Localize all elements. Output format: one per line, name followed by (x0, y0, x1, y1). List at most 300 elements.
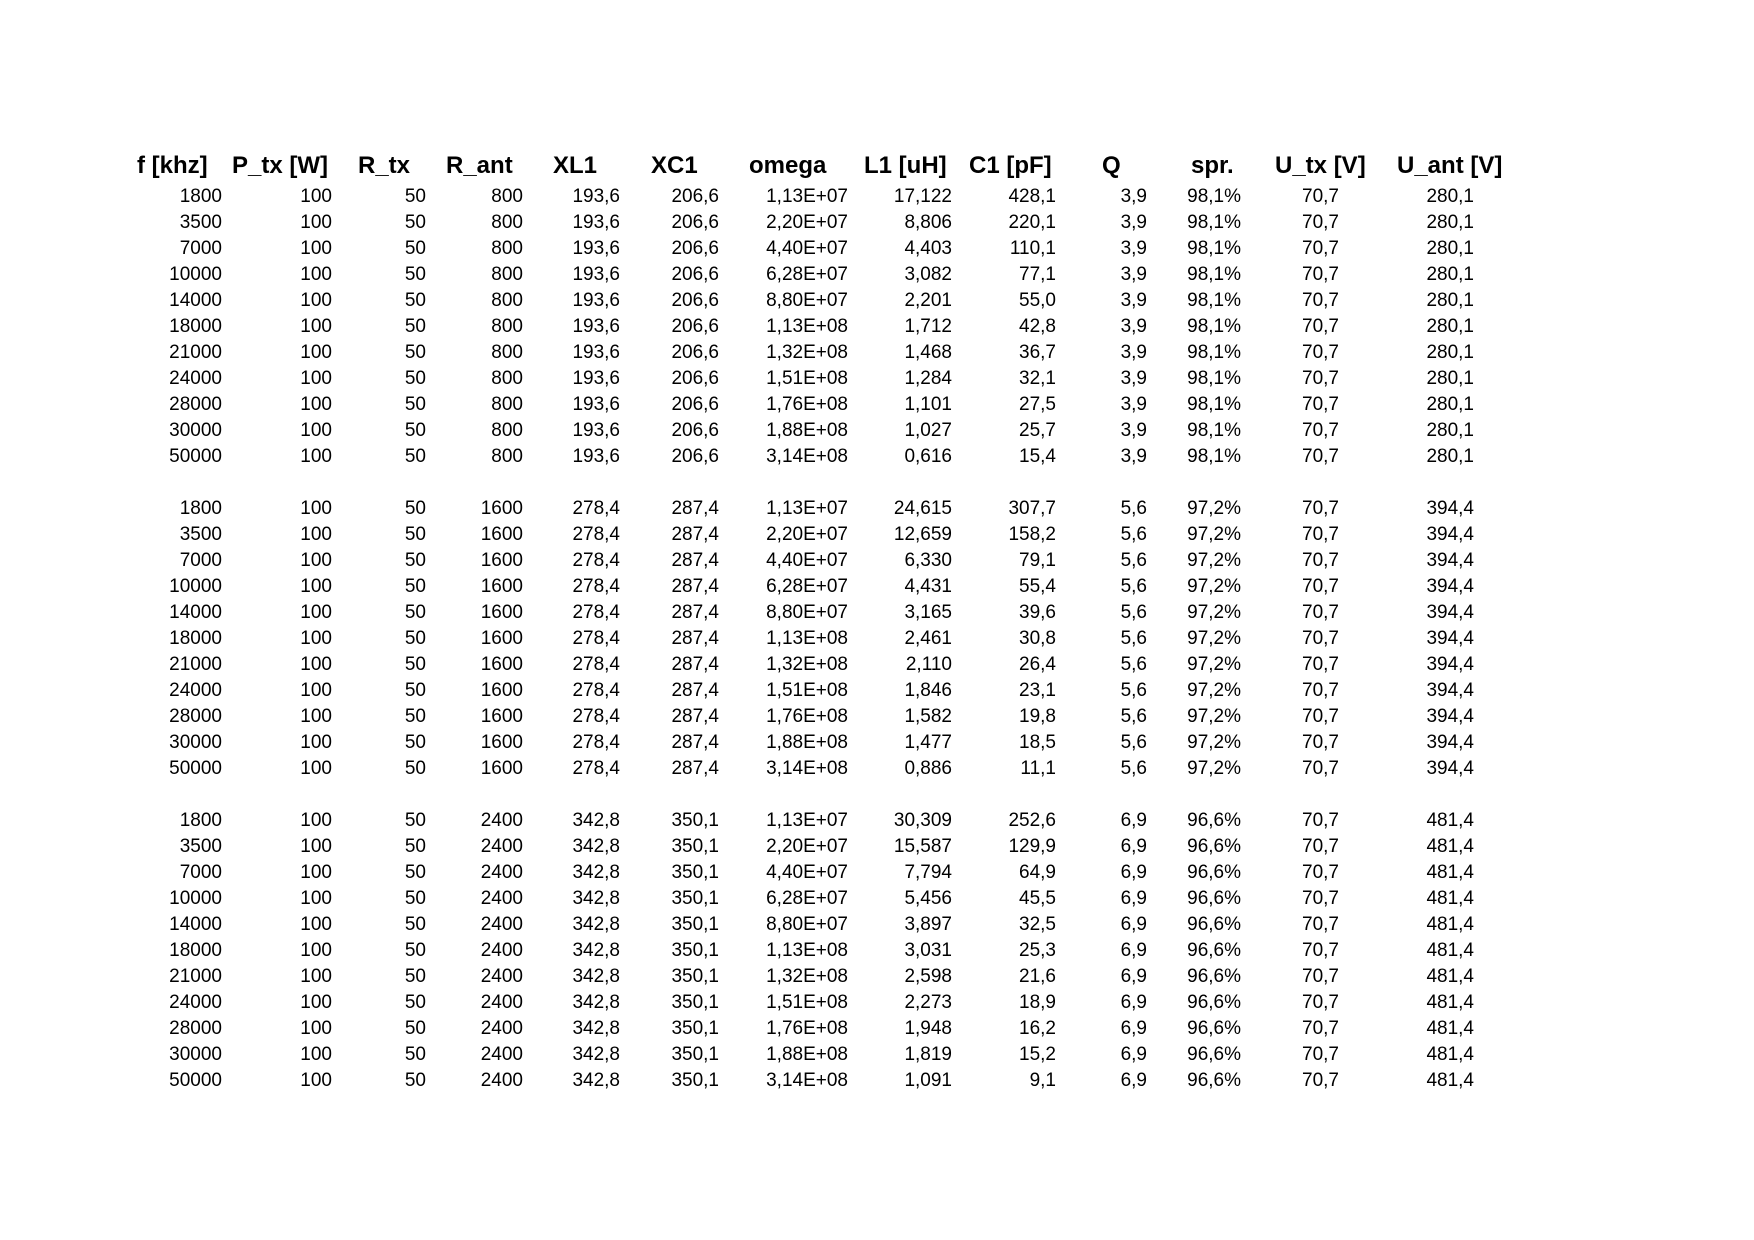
table-cell: 287,4 (671, 654, 719, 675)
table-cell: 1600 (480, 654, 523, 675)
table-cell: 6,9 (1120, 862, 1147, 883)
table-cell: 220,1 (1008, 212, 1056, 233)
table-cell: 97,2% (1187, 628, 1241, 649)
table-row (129, 834, 1529, 860)
table-cell: 100 (300, 368, 332, 389)
table-cell: 42,8 (1019, 316, 1056, 337)
table-cell: 50 (404, 186, 426, 207)
table-cell: 6,9 (1120, 914, 1147, 935)
table-cell: 1600 (480, 550, 523, 571)
table-cell: 206,6 (671, 420, 719, 441)
table-cell: 98,1% (1187, 264, 1241, 285)
table-cell: 96,6% (1187, 888, 1241, 909)
table-cell: 280,1 (1426, 368, 1474, 389)
table-cell: 100 (300, 1018, 332, 1039)
table-body (129, 184, 1529, 1094)
table-cell: 342,8 (572, 1070, 620, 1091)
table-cell: 70,7 (1302, 446, 1339, 467)
table-cell: 70,7 (1302, 836, 1339, 857)
table-cell: 5,6 (1120, 498, 1147, 519)
table-cell: 206,6 (671, 342, 719, 363)
table-cell: 481,4 (1426, 1018, 1474, 1039)
table-cell: 97,2% (1187, 498, 1241, 519)
table-cell: 481,4 (1426, 940, 1474, 961)
table-cell: 70,7 (1302, 1044, 1339, 1065)
table-cell: 193,6 (572, 238, 620, 259)
table-cell: 4,431 (904, 576, 952, 597)
table-cell: 1,76E+08 (766, 394, 848, 415)
column-header: C1 [pF] (969, 152, 1052, 179)
table-cell: 206,6 (671, 290, 719, 311)
table-cell: 1600 (480, 758, 523, 779)
table-cell: 3,14E+08 (766, 758, 848, 779)
group-spacer (129, 470, 1529, 496)
column-header: omega (749, 152, 827, 179)
table-cell: 481,4 (1426, 862, 1474, 883)
table-cell: 97,2% (1187, 654, 1241, 675)
table-cell: 394,4 (1426, 732, 1474, 753)
table-cell: 24000 (169, 992, 222, 1013)
table-cell: 100 (300, 446, 332, 467)
table-cell: 193,6 (572, 420, 620, 441)
table-cell: 18,9 (1019, 992, 1056, 1013)
table-row (129, 366, 1529, 392)
table-cell: 100 (300, 394, 332, 415)
table-cell: 10000 (169, 888, 222, 909)
table-cell: 100 (300, 1044, 332, 1065)
table-cell: 3,9 (1120, 342, 1147, 363)
table-cell: 50 (404, 498, 426, 519)
table-cell: 2400 (480, 940, 523, 961)
table-row (129, 548, 1529, 574)
table-cell: 18000 (169, 316, 222, 337)
table-cell: 1,468 (904, 342, 952, 363)
table-cell: 278,4 (572, 498, 620, 519)
table-cell: 97,2% (1187, 680, 1241, 701)
table-cell: 342,8 (572, 836, 620, 857)
table-cell: 100 (300, 836, 332, 857)
table-cell: 27,5 (1019, 394, 1056, 415)
table-cell: 5,6 (1120, 680, 1147, 701)
table-cell: 50 (404, 602, 426, 623)
table-cell: 278,4 (572, 602, 620, 623)
table-cell: 24000 (169, 680, 222, 701)
table-cell: 1,582 (904, 706, 952, 727)
table-cell: 280,1 (1426, 446, 1474, 467)
table-cell: 206,6 (671, 186, 719, 207)
table-cell: 5,6 (1120, 706, 1147, 727)
table-cell: 129,9 (1008, 836, 1056, 857)
table-cell: 287,4 (671, 576, 719, 597)
table-cell: 50 (404, 914, 426, 935)
table-cell: 3,9 (1120, 368, 1147, 389)
table-cell: 2400 (480, 888, 523, 909)
table-cell: 32,1 (1019, 368, 1056, 389)
table-cell: 100 (300, 602, 332, 623)
table-cell: 394,4 (1426, 680, 1474, 701)
table-cell: 64,9 (1019, 862, 1056, 883)
table-cell: 1,477 (904, 732, 952, 753)
table-cell: 280,1 (1426, 212, 1474, 233)
table-cell: 342,8 (572, 914, 620, 935)
table-cell: 342,8 (572, 888, 620, 909)
table-cell: 36,7 (1019, 342, 1056, 363)
table-cell: 100 (300, 966, 332, 987)
table-cell: 1,51E+08 (766, 368, 848, 389)
table-cell: 110,1 (1009, 238, 1056, 259)
table-cell: 70,7 (1302, 914, 1339, 935)
table-cell: 3,14E+08 (766, 1070, 848, 1091)
table-cell: 100 (300, 264, 332, 285)
table-cell: 50 (404, 342, 426, 363)
column-header: XC1 (651, 152, 698, 179)
table-cell: 1600 (480, 576, 523, 597)
table-cell: 7000 (179, 550, 222, 571)
table-cell: 14000 (169, 914, 222, 935)
table-cell: 70,7 (1302, 264, 1339, 285)
table-cell: 70,7 (1302, 680, 1339, 701)
table-cell: 350,1 (671, 966, 719, 987)
column-header: R_ant (446, 152, 513, 179)
table-row (129, 340, 1529, 366)
table-cell: 4,40E+07 (766, 550, 848, 571)
table-cell: 2,20E+07 (766, 836, 848, 857)
table-cell: 100 (300, 420, 332, 441)
table-cell: 21,6 (1019, 966, 1056, 987)
table-cell: 23,1 (1019, 680, 1056, 701)
table-cell: 3,165 (904, 602, 952, 623)
table-cell: 481,4 (1426, 888, 1474, 909)
table-cell: 96,6% (1187, 810, 1241, 831)
table-cell: 1,88E+08 (766, 420, 848, 441)
table-cell: 30000 (169, 420, 222, 441)
table-cell: 100 (300, 524, 332, 545)
table-cell: 2400 (480, 914, 523, 935)
table-cell: 800 (491, 264, 523, 285)
table-cell: 50 (404, 212, 426, 233)
table-cell: 6,9 (1120, 1018, 1147, 1039)
table-cell: 8,80E+07 (766, 602, 848, 623)
table-cell: 97,2% (1187, 602, 1241, 623)
table-cell: 30,309 (893, 810, 952, 831)
table-cell: 481,4 (1426, 914, 1474, 935)
table-cell: 19,8 (1019, 706, 1056, 727)
table-cell: 394,4 (1426, 602, 1474, 623)
table-cell: 206,6 (671, 264, 719, 285)
table-cell: 70,7 (1302, 316, 1339, 337)
table-cell: 7000 (179, 862, 222, 883)
table-cell: 394,4 (1426, 758, 1474, 779)
table-cell: 1,712 (904, 316, 952, 337)
table-cell: 1600 (480, 680, 523, 701)
table-cell: 800 (491, 342, 523, 363)
table-cell: 100 (300, 680, 332, 701)
table-cell: 800 (491, 212, 523, 233)
table-cell: 3,9 (1120, 264, 1147, 285)
table-cell: 2,201 (904, 290, 952, 311)
table-cell: 70,7 (1302, 290, 1339, 311)
table-cell: 28000 (169, 1018, 222, 1039)
table-cell: 394,4 (1426, 576, 1474, 597)
table-row (129, 678, 1529, 704)
table-cell: 481,4 (1426, 1070, 1474, 1091)
table-cell: 1,13E+07 (766, 186, 848, 207)
table-cell: 50 (404, 394, 426, 415)
table-cell: 14000 (169, 290, 222, 311)
table-cell: 100 (300, 550, 332, 571)
table-cell: 21000 (169, 966, 222, 987)
table-row (129, 392, 1529, 418)
column-header: P_tx [W] (232, 152, 328, 179)
table-cell: 193,6 (572, 446, 620, 467)
table-cell: 100 (300, 758, 332, 779)
table-cell: 70,7 (1302, 732, 1339, 753)
table-cell: 70,7 (1302, 810, 1339, 831)
table-cell: 97,2% (1187, 524, 1241, 545)
table-cell: 50 (404, 550, 426, 571)
table-cell: 394,4 (1426, 498, 1474, 519)
table-cell: 5,6 (1120, 576, 1147, 597)
table-cell: 800 (491, 368, 523, 389)
table-cell: 8,80E+07 (766, 290, 848, 311)
table-cell: 17,122 (893, 186, 952, 207)
table-cell: 800 (491, 446, 523, 467)
table-cell: 6,9 (1120, 992, 1147, 1013)
table-cell: 50 (404, 706, 426, 727)
table-cell: 98,1% (1187, 186, 1241, 207)
table-cell: 98,1% (1187, 316, 1241, 337)
table-cell: 6,9 (1120, 940, 1147, 961)
table-cell: 394,4 (1426, 628, 1474, 649)
table-cell: 394,4 (1426, 654, 1474, 675)
table-cell: 350,1 (671, 862, 719, 883)
table-cell: 287,4 (671, 706, 719, 727)
table-cell: 1600 (480, 628, 523, 649)
table-cell: 1,13E+08 (766, 316, 848, 337)
table-row (129, 886, 1529, 912)
table-cell: 0,616 (904, 446, 952, 467)
table-row (129, 964, 1529, 990)
table-row (129, 1068, 1529, 1094)
table-cell: 350,1 (671, 940, 719, 961)
table-cell: 100 (300, 290, 332, 311)
table-cell: 98,1% (1187, 212, 1241, 233)
table-row (129, 288, 1529, 314)
table-row (129, 184, 1529, 210)
table-cell: 193,6 (572, 290, 620, 311)
table-cell: 100 (300, 810, 332, 831)
table-cell: 50 (404, 1018, 426, 1039)
table-cell: 350,1 (671, 1018, 719, 1039)
table-cell: 8,80E+07 (766, 914, 848, 935)
table-cell: 97,2% (1187, 576, 1241, 597)
table-cell: 50 (404, 446, 426, 467)
table-cell: 278,4 (572, 524, 620, 545)
table-cell: 342,8 (572, 1018, 620, 1039)
table-cell: 50 (404, 732, 426, 753)
table-cell: 10000 (169, 264, 222, 285)
table-cell: 1600 (480, 706, 523, 727)
table-cell: 21000 (169, 342, 222, 363)
table-cell: 6,28E+07 (766, 576, 848, 597)
column-header: U_tx [V] (1275, 152, 1366, 179)
table-cell: 50 (404, 758, 426, 779)
table-cell: 70,7 (1302, 394, 1339, 415)
table-cell: 206,6 (671, 446, 719, 467)
table-row (129, 444, 1529, 470)
table-row (129, 730, 1529, 756)
table-cell: 6,9 (1120, 1070, 1147, 1091)
table-cell: 70,7 (1302, 862, 1339, 883)
table-cell: 6,28E+07 (766, 264, 848, 285)
table-row (129, 704, 1529, 730)
table-cell: 98,1% (1187, 394, 1241, 415)
table-cell: 18000 (169, 940, 222, 961)
table-cell: 3500 (179, 212, 222, 233)
table-cell: 100 (300, 940, 332, 961)
table-cell: 50 (404, 680, 426, 701)
table-cell: 4,403 (904, 238, 952, 259)
table-cell: 278,4 (572, 680, 620, 701)
table-cell: 100 (300, 1070, 332, 1091)
table-cell: 96,6% (1187, 1018, 1241, 1039)
table-cell: 14000 (169, 602, 222, 623)
table-cell: 278,4 (572, 550, 620, 571)
table-cell: 287,4 (671, 732, 719, 753)
table-cell: 50000 (169, 1070, 222, 1091)
table-cell: 100 (300, 342, 332, 363)
table-cell: 96,6% (1187, 992, 1241, 1013)
table-cell: 3,031 (904, 940, 952, 961)
table-cell: 50 (404, 1044, 426, 1065)
table-cell: 287,4 (671, 602, 719, 623)
table-cell: 350,1 (671, 1044, 719, 1065)
table-cell: 4,40E+07 (766, 862, 848, 883)
column-header: L1 [uH] (864, 152, 947, 179)
table-cell: 342,8 (572, 992, 620, 1013)
table-cell: 50 (404, 940, 426, 961)
table-cell: 280,1 (1426, 238, 1474, 259)
table-cell: 3500 (179, 524, 222, 545)
table-cell: 280,1 (1426, 342, 1474, 363)
table-cell: 9,1 (1029, 1070, 1056, 1091)
table-cell: 5,6 (1120, 732, 1147, 753)
table-cell: 206,6 (671, 394, 719, 415)
table-row (129, 938, 1529, 964)
table-cell: 800 (491, 186, 523, 207)
table-cell: 280,1 (1426, 264, 1474, 285)
table-cell: 3,082 (904, 264, 952, 285)
table-cell: 2400 (480, 1044, 523, 1065)
table-cell: 278,4 (572, 654, 620, 675)
group-spacer (129, 782, 1529, 808)
table-cell: 193,6 (572, 212, 620, 233)
table-cell: 1,88E+08 (766, 1044, 848, 1065)
table-cell: 800 (491, 290, 523, 311)
table-cell: 2400 (480, 992, 523, 1013)
table-cell: 5,456 (904, 888, 952, 909)
table-cell: 70,7 (1302, 524, 1339, 545)
table-cell: 278,4 (572, 758, 620, 779)
table-cell: 481,4 (1426, 966, 1474, 987)
table-cell: 287,4 (671, 550, 719, 571)
table-cell: 2400 (480, 1018, 523, 1039)
table-cell: 6,9 (1120, 836, 1147, 857)
table-cell: 394,4 (1426, 706, 1474, 727)
table-cell: 3500 (179, 836, 222, 857)
table-cell: 100 (300, 628, 332, 649)
table-cell: 280,1 (1426, 290, 1474, 311)
table-cell: 1800 (179, 810, 222, 831)
table-cell: 1,76E+08 (766, 1018, 848, 1039)
table-row (129, 1042, 1529, 1068)
table-cell: 18,5 (1019, 732, 1056, 753)
table-cell: 30000 (169, 732, 222, 753)
table-cell: 1800 (179, 498, 222, 519)
table-cell: 350,1 (671, 836, 719, 857)
table-cell: 800 (491, 238, 523, 259)
table-cell: 1,32E+08 (766, 966, 848, 987)
table-row (129, 314, 1529, 340)
table-cell: 6,9 (1120, 966, 1147, 987)
table-cell: 50 (404, 862, 426, 883)
table-cell: 2,110 (905, 654, 952, 675)
table-row (129, 418, 1529, 444)
table-cell: 28000 (169, 394, 222, 415)
table-cell: 3,9 (1120, 316, 1147, 337)
table-cell: 158,2 (1008, 524, 1056, 545)
table-cell: 50 (404, 368, 426, 389)
table-cell: 0,886 (904, 758, 952, 779)
table-cell: 2,461 (904, 628, 952, 649)
column-header: U_ant [V] (1397, 152, 1503, 179)
table-cell: 280,1 (1426, 420, 1474, 441)
table-cell: 193,6 (572, 186, 620, 207)
table-cell: 100 (300, 212, 332, 233)
table-cell: 96,6% (1187, 1044, 1241, 1065)
table-cell: 26,4 (1019, 654, 1056, 675)
table-cell: 98,1% (1187, 238, 1241, 259)
table-cell: 97,2% (1187, 706, 1241, 727)
table-cell: 342,8 (572, 966, 620, 987)
table-cell: 193,6 (572, 394, 620, 415)
table-cell: 70,7 (1302, 940, 1339, 961)
table-cell: 3,9 (1120, 186, 1147, 207)
table-cell: 50 (404, 524, 426, 545)
table-cell: 70,7 (1302, 966, 1339, 987)
table-cell: 1800 (179, 186, 222, 207)
table-cell: 15,587 (893, 836, 952, 857)
table-cell: 18000 (169, 628, 222, 649)
table-cell: 193,6 (572, 316, 620, 337)
column-header: R_tx (358, 152, 411, 179)
table-cell: 50 (404, 316, 426, 337)
table-cell: 287,4 (671, 680, 719, 701)
table-row (129, 756, 1529, 782)
table-cell: 50 (404, 238, 426, 259)
table-row (129, 600, 1529, 626)
table-cell: 342,8 (572, 940, 620, 961)
table-cell: 70,7 (1302, 628, 1339, 649)
table-row (129, 522, 1529, 548)
table-cell: 98,1% (1187, 368, 1241, 389)
table-cell: 97,2% (1187, 758, 1241, 779)
table-cell: 3,9 (1120, 212, 1147, 233)
table-cell: 2,273 (904, 992, 952, 1013)
table-cell: 32,5 (1019, 914, 1056, 935)
table-cell: 70,7 (1302, 186, 1339, 207)
table-cell: 100 (300, 186, 332, 207)
